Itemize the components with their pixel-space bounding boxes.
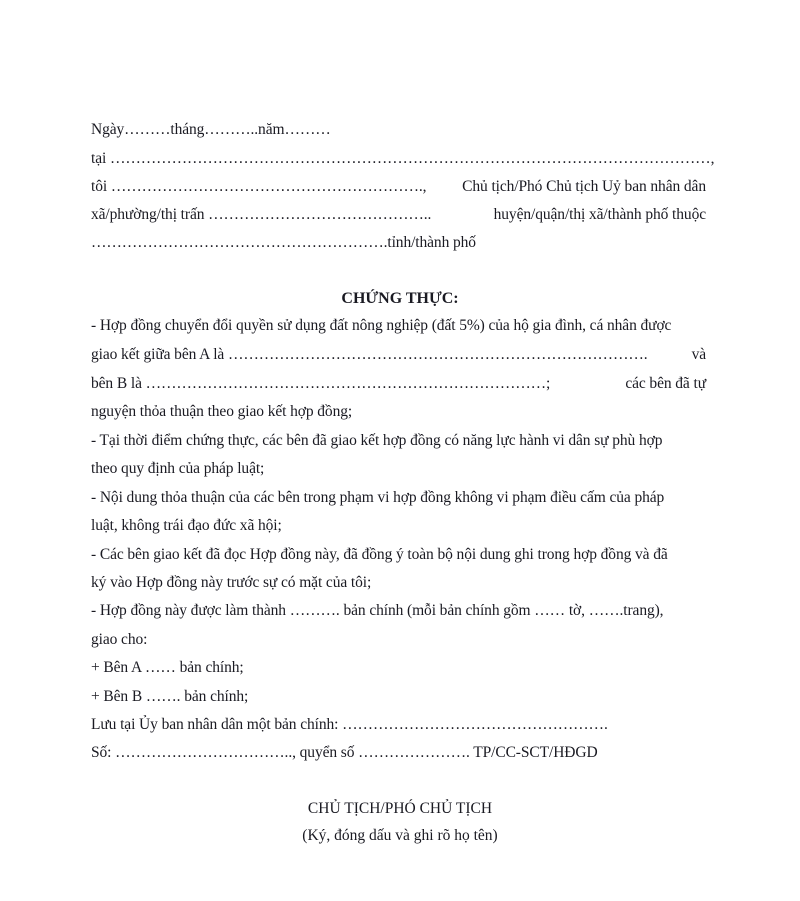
location-line: tại ………………………………………………………………………………………………………, [91, 150, 715, 167]
clause-1-line-3 [91, 374, 706, 394]
conjunction: và [691, 346, 706, 363]
section-title: CHỨNG THỰC: [341, 290, 459, 307]
district-label: huyện/quận/thị xã/thành phố thuộc [493, 206, 706, 223]
clause-4-line-1: - Các bên giao kết đã đọc Hợp đồng này, đã đồng ý toàn bộ nội dung ghi trong hợp đồng và đã [91, 546, 668, 563]
clause-1-continuation: các bên đã tự [625, 375, 706, 392]
signature-title: CHỦ TỊCH/PHÓ CHỦ TỊCH [307, 800, 493, 817]
party-b-field: bên B là ……………………………………………………………………; [91, 375, 551, 392]
party-b-copies: + Bên B ……. bản chính; [91, 688, 249, 705]
official-name-field: tôi ……………………………………………………., [91, 178, 431, 195]
party-a-copies: + Bên A …… bản chính; [91, 659, 244, 676]
clause-1-line-4: nguyện thỏa thuận theo giao kết hợp đồng; [91, 403, 353, 420]
official-line [91, 177, 706, 197]
clause-4-line-2: ký vào Hợp đồng này trước sự có mặt của tôi; [91, 574, 372, 591]
clause-5-line-2: giao cho: [91, 631, 148, 648]
party-a-field: giao kết giữa bên A là ………………………………………………………………………. [91, 346, 648, 363]
clause-2-line-2: theo quy định của pháp luật; [91, 460, 265, 477]
signature-instruction: (Ký, đóng dấu và ghi rõ họ tên) [302, 827, 498, 844]
official-title: Chủ tịch/Phó Chủ tịch Uỷ ban nhân dân [462, 178, 706, 195]
date-line: Ngày………tháng………..năm……… [91, 121, 331, 138]
archive-line: Lưu tại Ủy ban nhân dân một bản chính: ……………………………………………. [91, 716, 608, 733]
clause-3-line-2: luật, không trái đạo đức xã hội; [91, 517, 282, 534]
clause-5-line-1: - Hợp đồng này được làm thành ………. bản chính (mỗi bản chính gồm …… tờ, …….trang), [91, 602, 664, 619]
number-line: Số: …………………………….., quyển số …………………. TP/CC-SCT/HĐGD [91, 744, 598, 761]
clause-3-line-1: - Nội dung thỏa thuận của các bên trong phạm vi hợp đồng không vi phạm điều cấm của pháp [91, 489, 665, 506]
clause-2-line-1: - Tại thời điểm chứng thực, các bên đã giao kết hợp đồng có năng lực hành vi dân sự phù hợp [91, 432, 663, 449]
commune-field: xã/phường/thị trấn …………………………………….. [91, 206, 436, 223]
province-line: ………………………………………………….tỉnh/thành phố [91, 234, 476, 251]
clause-1-line-2 [91, 345, 706, 365]
commune-line [91, 205, 706, 225]
clause-1-line-1: - Hợp đồng chuyển đổi quyền sử dụng đất nông nghiệp (đất 5%) của hộ gia đình, cá nhân được [91, 317, 672, 334]
